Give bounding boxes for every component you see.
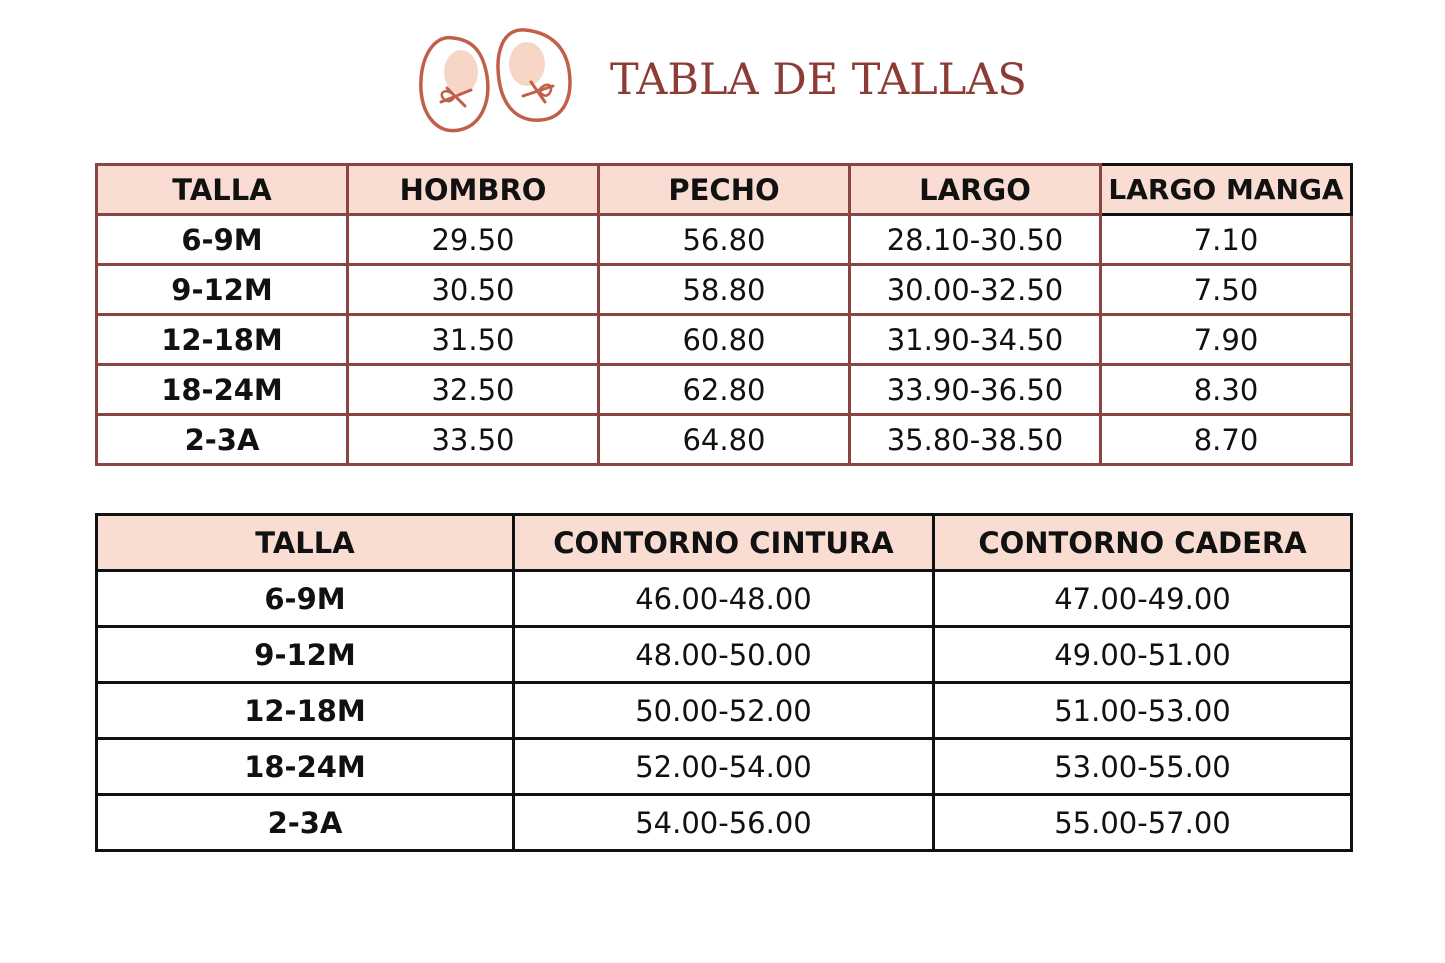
size-cell: 9-12M bbox=[97, 265, 348, 315]
size-cell: 18-24M bbox=[97, 739, 514, 795]
right-shoe-icon bbox=[498, 30, 570, 120]
pecho-cell: 58.80 bbox=[599, 265, 850, 315]
column-header-pecho: PECHO bbox=[599, 165, 850, 215]
cintura-cell: 50.00-52.00 bbox=[514, 683, 934, 739]
table-row bbox=[97, 683, 1352, 739]
measurements-table bbox=[95, 163, 1353, 466]
hombro-cell: 33.50 bbox=[348, 415, 599, 465]
pecho-cell: 64.80 bbox=[599, 415, 850, 465]
size-cell: 18-24M bbox=[97, 365, 348, 415]
hombro-cell: 29.50 bbox=[348, 215, 599, 265]
pecho-cell: 62.80 bbox=[599, 365, 850, 415]
hombro-cell: 30.50 bbox=[348, 265, 599, 315]
cintura-cell: 54.00-56.00 bbox=[514, 795, 934, 851]
cintura-cell: 48.00-50.00 bbox=[514, 627, 934, 683]
cadera-cell: 47.00-49.00 bbox=[934, 571, 1352, 627]
contours-table bbox=[95, 513, 1353, 852]
table-row bbox=[97, 795, 1352, 851]
size-cell: 9-12M bbox=[97, 627, 514, 683]
largo-cell: 33.90-36.50 bbox=[850, 365, 1101, 415]
pecho-cell: 56.80 bbox=[599, 215, 850, 265]
size-cell: 2-3A bbox=[97, 795, 514, 851]
column-header-largo: LARGO bbox=[850, 165, 1101, 215]
table-row bbox=[97, 627, 1352, 683]
largo-manga-cell: 8.30 bbox=[1101, 365, 1352, 415]
page-title: TABLA DE TALLAS bbox=[610, 55, 1027, 105]
column-header-contorno-cintura: CONTORNO CINTURA bbox=[514, 515, 934, 571]
column-header-contorno-cadera: CONTORNO CADERA bbox=[934, 515, 1352, 571]
column-header-largo-manga: LARGO MANGA bbox=[1101, 165, 1352, 215]
pecho-cell: 60.80 bbox=[599, 315, 850, 365]
table-row bbox=[97, 415, 1352, 465]
table-row bbox=[97, 365, 1352, 415]
cadera-cell: 53.00-55.00 bbox=[934, 739, 1352, 795]
largo-manga-cell: 7.90 bbox=[1101, 315, 1352, 365]
largo-cell: 35.80-38.50 bbox=[850, 415, 1101, 465]
cadera-cell: 55.00-57.00 bbox=[934, 795, 1352, 851]
column-header-talla: TALLA bbox=[97, 165, 348, 215]
size-cell: 6-9M bbox=[97, 571, 514, 627]
baby-shoes-icon bbox=[415, 24, 577, 136]
size-cell: 12-18M bbox=[97, 315, 348, 365]
size-cell: 2-3A bbox=[97, 415, 348, 465]
largo-cell: 28.10-30.50 bbox=[850, 215, 1101, 265]
cadera-cell: 51.00-53.00 bbox=[934, 683, 1352, 739]
table-header-row bbox=[97, 515, 1352, 571]
cintura-cell: 52.00-54.00 bbox=[514, 739, 934, 795]
largo-cell: 31.90-34.50 bbox=[850, 315, 1101, 365]
hombro-cell: 32.50 bbox=[348, 365, 599, 415]
table-row bbox=[97, 265, 1352, 315]
page-header bbox=[0, 0, 1445, 150]
largo-cell: 30.00-32.50 bbox=[850, 265, 1101, 315]
column-header-talla: TALLA bbox=[97, 515, 514, 571]
cadera-cell: 49.00-51.00 bbox=[934, 627, 1352, 683]
table-row bbox=[97, 571, 1352, 627]
largo-manga-cell: 8.70 bbox=[1101, 415, 1352, 465]
hombro-cell: 31.50 bbox=[348, 315, 599, 365]
left-shoe-icon bbox=[421, 38, 488, 131]
table-row bbox=[97, 315, 1352, 365]
column-header-hombro: HOMBRO bbox=[348, 165, 599, 215]
table-header-row bbox=[97, 165, 1352, 215]
table-row bbox=[97, 739, 1352, 795]
size-cell: 6-9M bbox=[97, 215, 348, 265]
largo-manga-cell: 7.10 bbox=[1101, 215, 1352, 265]
cintura-cell: 46.00-48.00 bbox=[514, 571, 934, 627]
size-cell: 12-18M bbox=[97, 683, 514, 739]
table-row bbox=[97, 215, 1352, 265]
largo-manga-cell: 7.50 bbox=[1101, 265, 1352, 315]
